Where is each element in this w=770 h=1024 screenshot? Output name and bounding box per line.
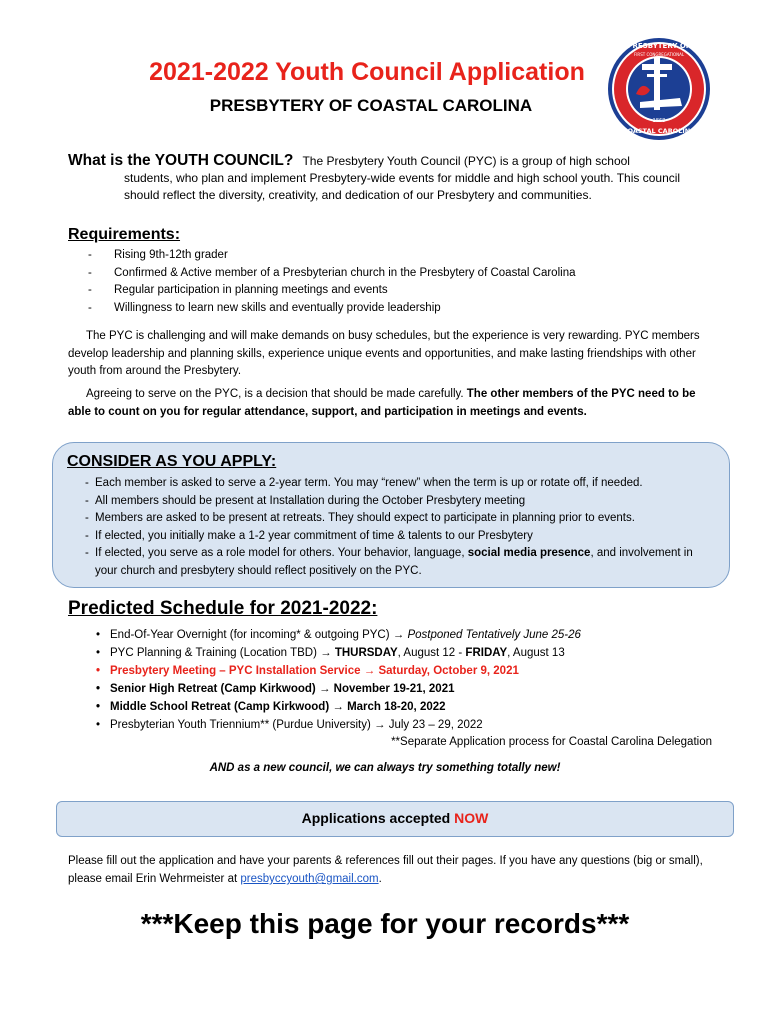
list-item bbox=[85, 528, 715, 546]
list-item bbox=[85, 510, 715, 528]
consider-text: If elected, you initially make a 1-2 year commitment of time & talents to our Presbytery bbox=[95, 529, 533, 542]
consider-text bbox=[95, 545, 715, 580]
seal-text-mid: FIRST CONGREGATIONAL bbox=[633, 52, 685, 57]
list-item bbox=[96, 716, 581, 734]
consider-last-a: If elected, you serve as a role model for others. Your behavior, language, bbox=[95, 547, 468, 559]
keep-page-notice: ***Keep this page for your records*** bbox=[140, 908, 630, 939]
schedule-day: THURSDAY bbox=[334, 647, 398, 659]
dash: - bbox=[88, 301, 92, 314]
page-subtitle: PRESBYTERY OF COASTAL CAROLINA bbox=[209, 96, 533, 115]
bullet: • bbox=[96, 683, 101, 695]
requirement-text: Willingness to learn new skills and eventually provide leadership bbox=[114, 301, 441, 314]
consider-text: Each member is asked to serve a 2-year term. You may “renew” when the term is up or rotate off, if needed. bbox=[95, 477, 643, 489]
bullet: • bbox=[96, 647, 101, 659]
list-item bbox=[85, 545, 715, 580]
schedule-date: , August 12 - bbox=[397, 647, 466, 659]
seal-text-bottom: COASTAL CAROLINA bbox=[622, 127, 696, 135]
schedule-event: PYC Planning & Training (Location TBD) bbox=[110, 647, 317, 659]
arrow-icon: → bbox=[374, 719, 386, 731]
requirement-text: Regular participation in planning meetings and events bbox=[114, 284, 388, 296]
schedule-event: Presbytery Meeting – PYC Installation Service bbox=[110, 665, 361, 677]
consider-heading: CONSIDER AS YOU APPLY: bbox=[67, 453, 277, 470]
seal-text-top: PRESBYTERY OF bbox=[627, 42, 691, 50]
list-item bbox=[96, 680, 581, 698]
bullet: • bbox=[96, 629, 101, 641]
schedule-text bbox=[110, 716, 483, 734]
consider-last-bold: social media presence bbox=[467, 547, 591, 559]
schedule-heading: Predicted Schedule for 2021-2022: bbox=[68, 598, 378, 619]
email-link[interactable]: presbyccyouth@gmail.com bbox=[240, 873, 379, 885]
requirements-heading: Requirements: bbox=[68, 226, 181, 243]
schedule-event: Senior High Retreat (Camp Kirkwood) bbox=[110, 683, 316, 695]
arrow-icon: → bbox=[318, 683, 331, 695]
schedule-date: Saturday, October 9, 2021 bbox=[378, 665, 519, 677]
schedule-date: March 18-20, 2022 bbox=[347, 701, 446, 713]
arrow-icon: → bbox=[363, 665, 376, 677]
applications-label: Applications accepted bbox=[301, 810, 455, 826]
instructions-text: Please fill out the application and have your parents & references fill out their pages. If you have any questions (big or small), please email Erin Wehrmeister at bbox=[68, 855, 703, 885]
list-item bbox=[96, 626, 581, 644]
schedule-date: , August 13 bbox=[507, 647, 565, 659]
schedule-text bbox=[110, 680, 454, 698]
schedule-date: November 19-21, 2021 bbox=[333, 683, 455, 695]
dash: - bbox=[85, 477, 89, 489]
consider-last-b: , and involvement in your church and presbytery should reflect positively on the PYC. bbox=[95, 547, 693, 577]
schedule-date: Postponed Tentatively June 25-26 bbox=[407, 629, 581, 641]
page-title: 2021-2022 Youth Council Application bbox=[149, 58, 585, 86]
commitment-paragraph bbox=[68, 386, 714, 421]
what-is-section bbox=[68, 152, 708, 204]
list-item bbox=[88, 300, 575, 318]
list-item bbox=[96, 644, 581, 662]
applications-status: NOW bbox=[454, 810, 489, 826]
bullet: • bbox=[96, 701, 101, 713]
requirements-list bbox=[88, 247, 575, 317]
seal-year: 1868 bbox=[652, 118, 666, 124]
consider-text: Members are asked to be present at retreats. They should expect to participate in planning prior to events. bbox=[95, 512, 635, 524]
schedule-text bbox=[110, 626, 581, 644]
arrow-icon: → bbox=[320, 647, 332, 659]
list-item bbox=[88, 282, 575, 300]
triennium-note: **Separate Application process for Coastal Carolina Delegation bbox=[391, 736, 712, 748]
list-item bbox=[88, 265, 575, 283]
bullet: • bbox=[96, 665, 101, 677]
dash: - bbox=[88, 249, 92, 261]
what-question: What is the YOUTH COUNCIL? bbox=[68, 152, 294, 169]
consider-text: All members should be present at Installation during the October Presbytery meeting bbox=[95, 494, 526, 507]
list-item bbox=[96, 698, 581, 716]
schedule-text bbox=[110, 644, 565, 662]
schedule-text bbox=[110, 698, 446, 716]
what-answer-rest: students, who plan and implement Presbytery-wide events for middle and high school youth. This council should reflect the diversity, creativity, and dedication of our Presbytery and communities. bbox=[124, 171, 681, 202]
bullet: • bbox=[96, 719, 101, 731]
schedule-event: Middle School Retreat (Camp Kirkwood) bbox=[110, 701, 330, 713]
schedule-event: End-Of-Year Overnight (for incoming* & outgoing PYC) bbox=[110, 629, 390, 641]
dash: - bbox=[85, 529, 89, 542]
presbytery-seal-logo bbox=[606, 36, 712, 142]
requirement-text: Rising 9th-12th grader bbox=[114, 249, 228, 261]
requirement-text: Confirmed & Active member of a Presbyterian church in the Presbytery of Coastal Carolina bbox=[114, 266, 576, 279]
schedule-text bbox=[110, 662, 519, 680]
pyc-description-paragraph: The PYC is challenging and will make demands on busy schedules, but the experience is very rewarding. PYC members develop leadership and planning skills, experience unique events and opportunities, and make lasting friendships with other youth from around the Presbytery. bbox=[68, 330, 700, 377]
list-item bbox=[85, 475, 715, 493]
consider-list bbox=[67, 475, 715, 580]
dash: - bbox=[85, 547, 89, 559]
dash: - bbox=[85, 494, 89, 507]
list-item bbox=[85, 493, 715, 511]
schedule-date: July 23 – 29, 2022 bbox=[388, 719, 483, 731]
instructions-paragraph bbox=[68, 852, 708, 888]
what-answer-first: The Presbytery Youth Council (PYC) is a group of high school bbox=[302, 154, 630, 168]
instructions-end: . bbox=[378, 873, 382, 885]
applications-banner bbox=[56, 801, 734, 837]
commitment-text: Agreeing to serve on the PYC, is a decision that should be made carefully. bbox=[86, 388, 467, 400]
consider-box bbox=[52, 442, 730, 588]
dash: - bbox=[85, 512, 89, 524]
schedule-day: FRIDAY bbox=[465, 647, 508, 659]
list-item bbox=[96, 662, 581, 680]
arrow-icon: → bbox=[392, 629, 405, 641]
dash: - bbox=[88, 266, 92, 279]
dash: - bbox=[88, 284, 92, 296]
commitment-bold-text: The other members of the PYC need to be able to count on you for regular attendance, support, and participation in meetings and events. bbox=[68, 388, 696, 418]
arrow-icon: → bbox=[332, 701, 344, 713]
tagline: AND as a new council, we can always try something totally new! bbox=[209, 762, 561, 774]
schedule-event: Presbyterian Youth Triennium** (Purdue University) bbox=[110, 719, 371, 731]
list-item bbox=[88, 247, 575, 265]
schedule-list bbox=[96, 626, 581, 734]
